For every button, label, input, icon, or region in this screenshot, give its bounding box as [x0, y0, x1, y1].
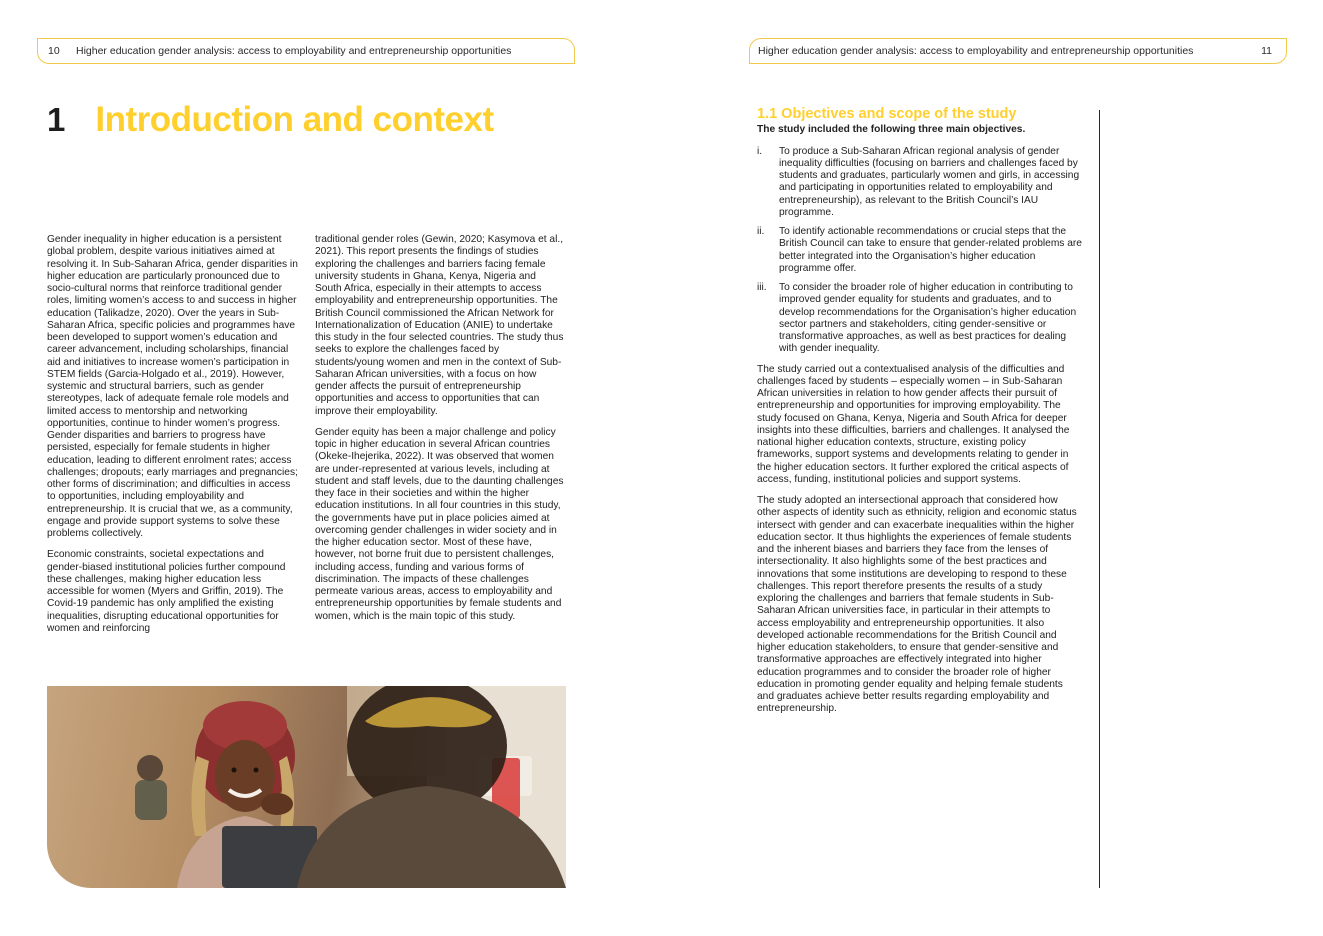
list-marker: ii.	[757, 226, 765, 237]
list-item-text: To produce a Sub-Saharan African regional analysis of gender inequality difficulties (focusing on barriers and challenges faced by students and graduates, particularly women and girls, in accessing and participating in opportunities related to employability and entrepreneurship), as relevant to the British Council’s IAU programme.	[779, 145, 1080, 218]
chapter-heading	[47, 100, 494, 140]
list-marker: i.	[757, 145, 763, 157]
page-number-left: 10	[48, 45, 60, 57]
chapter-number: 1	[47, 101, 66, 138]
objectives-section	[757, 108, 1082, 725]
body-column-1	[47, 234, 299, 644]
list-item	[757, 146, 1082, 220]
running-header-title-right: Higher education gender analysis: access to employability and entrepreneurship opportunities	[758, 45, 1194, 57]
running-header-left	[37, 38, 575, 64]
chapter-title: Introduction and context	[95, 100, 494, 139]
paragraph: Gender equity has been a major challenge and policy topic in higher education in several African countries (Okeke-Ihejerika, 2022). It was observed that women are under-represented at various levels, including at student and staff levels, due to the daunting challenges they face in their societies and within the higher education institutions. In all four countries in this study, the governments have put in place policies aimed at overcoming gender challenges in wider society and in the higher education sector. Most of these have, however, not borne fruit due to persistent challenges, including access, funding and various forms of discrimination. The impacts of these challenges permeate various areas, access to employability and entrepreneurship opportunities by female students and women, which is the main topic of this study.	[315, 426, 564, 622]
body-column-2	[315, 234, 565, 632]
list-marker: iii.	[757, 282, 767, 293]
running-header-right	[749, 38, 1287, 64]
list-item-text: To identify actionable recommendations or crucial steps that the British Council can take to ensure that gender-related problems are better integrated into the Organisation’s higher education programme offer.	[779, 226, 1082, 274]
list-item	[757, 226, 1082, 275]
running-header-title-left: Higher education gender analysis: access to employability and entrepreneurship opportunities	[76, 45, 512, 57]
list-item-text: To consider the broader role of higher education in contributing to improved gender equality for students and graduates, and to develop recommendations for the Organisation’s higher education sector partners and stakeholders, citing gender-sensitive or transformative approaches, as well as best practices for dealing with gender inequality.	[779, 282, 1077, 355]
column-divider	[1099, 110, 1100, 888]
paragraph: Economic constraints, societal expectations and gender-biased institutional policies further compound these challenges, making higher education less accessible for women (Myers and Griffin, 2019). The Covid-19 pandemic has only amplified the existing inequalities, disrupting educational opportunities for women and reinforcing	[47, 549, 286, 634]
page-number-right: 11	[1261, 45, 1272, 57]
students-photo-illustration	[47, 686, 566, 888]
paragraph: The study carried out a contextualised analysis of the difficulties and challenges faced by students – especially women – in Sub-Saharan African universities in relation to how gender affects their pursuit of entrepreneurship and opportunities for improving employability. The study focused on Ghana, Kenya, Nigeria and South Africa for deeper insights into these difficulties, barriers and challenges. It analysed the national higher education contexts, structure, existing policy frameworks, support systems and developments relating to gender in the higher education sectors. It further explored the critical aspects of access, funding, institutional policies and support systems.	[757, 363, 1070, 485]
students-photo	[47, 686, 566, 888]
objectives-list	[757, 146, 1082, 356]
section-title: 1.1 Objectives and scope of the study	[757, 106, 1017, 122]
list-item	[757, 282, 1082, 356]
section-lead: The study included the following three main objectives.	[757, 124, 1026, 136]
paragraph: The study adopted an intersectional approach that considered how other aspects of identity such as ethnicity, religion and economic status intersect with gender and can exacerbate inequalities within the higher education sector. It thus highlights the experiences of female students and the inherent biases and barriers they face from the lenses of intersectionality. It also highlights some of the best practices and innovations that some institutions are developing to respond to these challenges. This report therefore presents the results of a study exploring the challenges and barriers that female students in Sub-Saharan African universities face, in particular in their attempts to access employability and entrepreneurship opportunities. It also developed actionable recommendations for the British Council and higher education stakeholders, to ensure that gender-sensitive and transformative approaches are effectively integrated into higher education programmes and to consider the broader role of higher education in promoting gender equality and helping female students and graduates achieve better results regarding employability and entrepreneurship.	[757, 495, 1077, 715]
paragraph: Gender inequality in higher education is a persistent global problem, despite various initiatives aimed at resolving it. In Sub-Saharan Africa, gender disparities in higher education are particularly pronounced due to socio-cultural norms that reinforce traditional gender roles, limiting women’s access to and success in higher education (Talikadze, 2020). Over the years in Sub-Saharan Africa, specific policies and programmes have been developed to support women’s education and career advancement, including scholarships, financial aid and initiatives to increase women’s participation in STEM fields (Garcia-Holgado et al., 2019). However, systemic and structural barriers, such as gender stereotypes, lack of adequate female role models and limited access to mentorship and networking opportunities, continue to hinder women’s progress. Gender disparities and barriers to progress have persisted, especially for female students in higher education, leading to different enrolment rates; access challenges; dropouts; early marriages and pregnancies; other forms of discrimination; and difficulties in access to opportunities, including employability and entrepreneurship. It is crucial that we, as a community, engage and provide support systems to solve these problems collectively.	[47, 234, 298, 539]
paragraph: traditional gender roles (Gewin, 2020; Kasymova et al., 2021). This report presents the findings of studies exploring the challenges and barriers facing female university students in Ghana, Kenya, Nigeria and South Africa, especially in their attempts to access employability and entrepreneurship opportunities. The British Council commissioned the African Network for Internationalization of Education (ANIE) to undertake this study in the four selected countries. The study thus seeks to explore the challenges faced by students/young women and men in the context of Sub-Saharan African universities, with a focus on how gender affects the pursuit of entrepreneurship opportunities and access to opportunities that can improve their employability.	[315, 234, 564, 417]
